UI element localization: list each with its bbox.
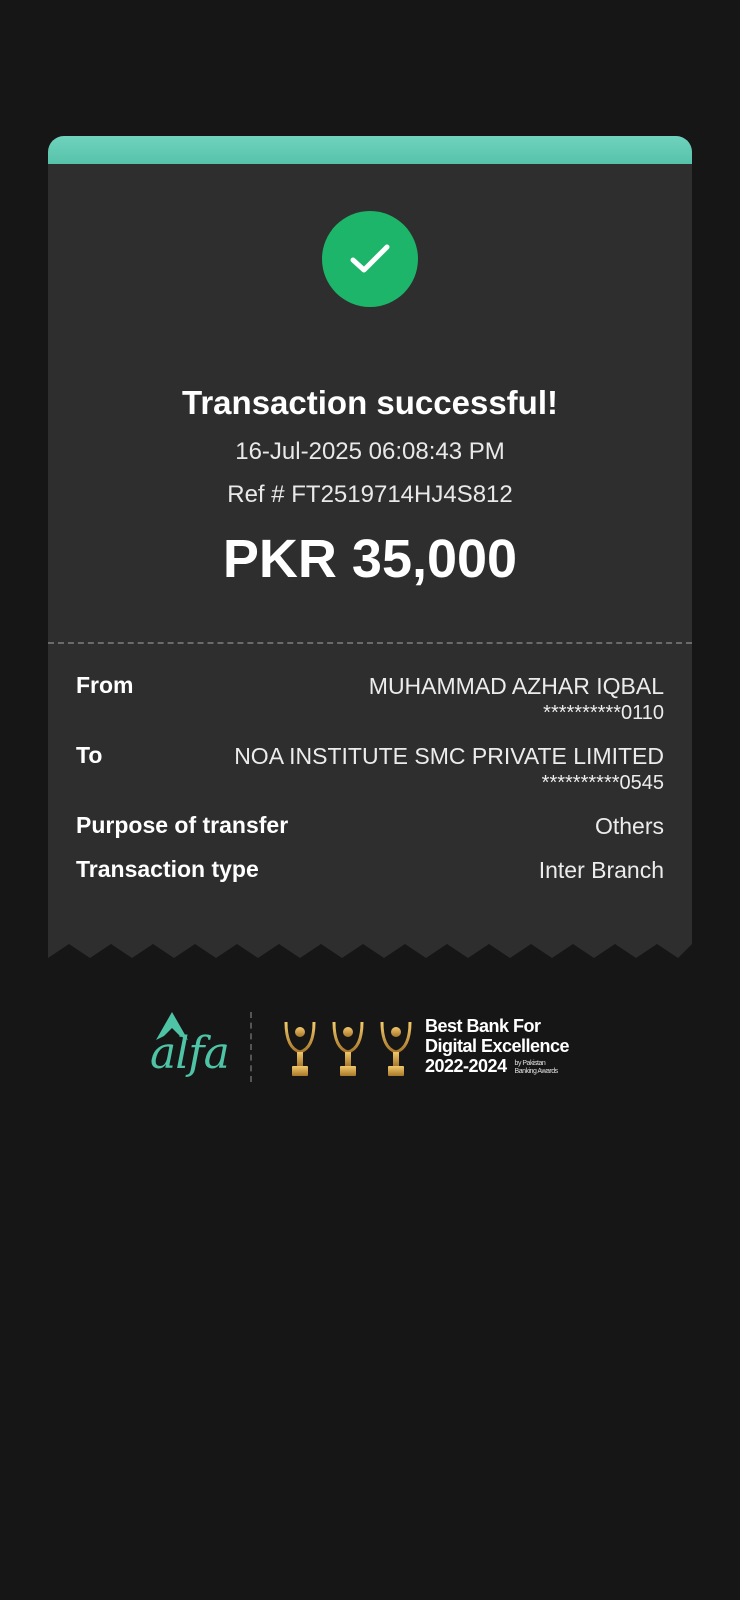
award-by-line-2: Banking Awards [514, 1067, 558, 1075]
award-years: 2022-2024 [425, 1056, 507, 1076]
type-text: Inter Branch [538, 857, 664, 883]
transaction-amount: PKR 35,000 [222, 529, 518, 589]
success-check-icon [322, 211, 418, 307]
type-value [539, 856, 664, 884]
status-title: Transaction successful! [182, 384, 558, 421]
award-by [515, 1060, 558, 1076]
detail-row-from [76, 672, 664, 726]
transaction-datetime: 16-Jul-2025 06:08:43 PM [235, 438, 505, 465]
to-value [234, 742, 664, 796]
receipt-header [48, 164, 692, 644]
receipt-details [48, 644, 692, 940]
to-account: **********0545 [541, 772, 664, 794]
from-label: From [76, 672, 134, 698]
footer-branding [0, 1000, 740, 1090]
receipt-top-bar [48, 136, 692, 164]
detail-row-type [76, 856, 664, 884]
award-line-1: Best Bank For [425, 1016, 541, 1036]
trophy-icons [280, 1014, 420, 1080]
detail-row-purpose [76, 812, 664, 840]
footer-separator [250, 1012, 252, 1082]
from-account: **********0110 [543, 702, 664, 724]
award-by-line-1: by Pakistan [514, 1059, 546, 1067]
receipt-zigzag-edge [48, 940, 692, 958]
award-badge [425, 1016, 569, 1077]
alfa-logo-text: alfa [150, 1028, 229, 1079]
detail-row-to [76, 742, 664, 796]
purpose-label: Purpose of transfer [76, 812, 289, 838]
transaction-receipt [48, 136, 692, 958]
award-line-2: Digital Excellence [425, 1036, 570, 1056]
transaction-reference: Ref # FT2519714HJ4S812 [227, 481, 513, 508]
type-label: Transaction type [76, 856, 259, 882]
purpose-value [595, 812, 664, 840]
to-label: To [76, 742, 103, 768]
purpose-text: Others [594, 813, 664, 839]
to-name: NOA INSTITUTE SMC PRIVATE LIMITED [234, 743, 664, 769]
from-value [369, 672, 664, 726]
from-name: MUHAMMAD AZHAR IQBAL [368, 673, 664, 699]
